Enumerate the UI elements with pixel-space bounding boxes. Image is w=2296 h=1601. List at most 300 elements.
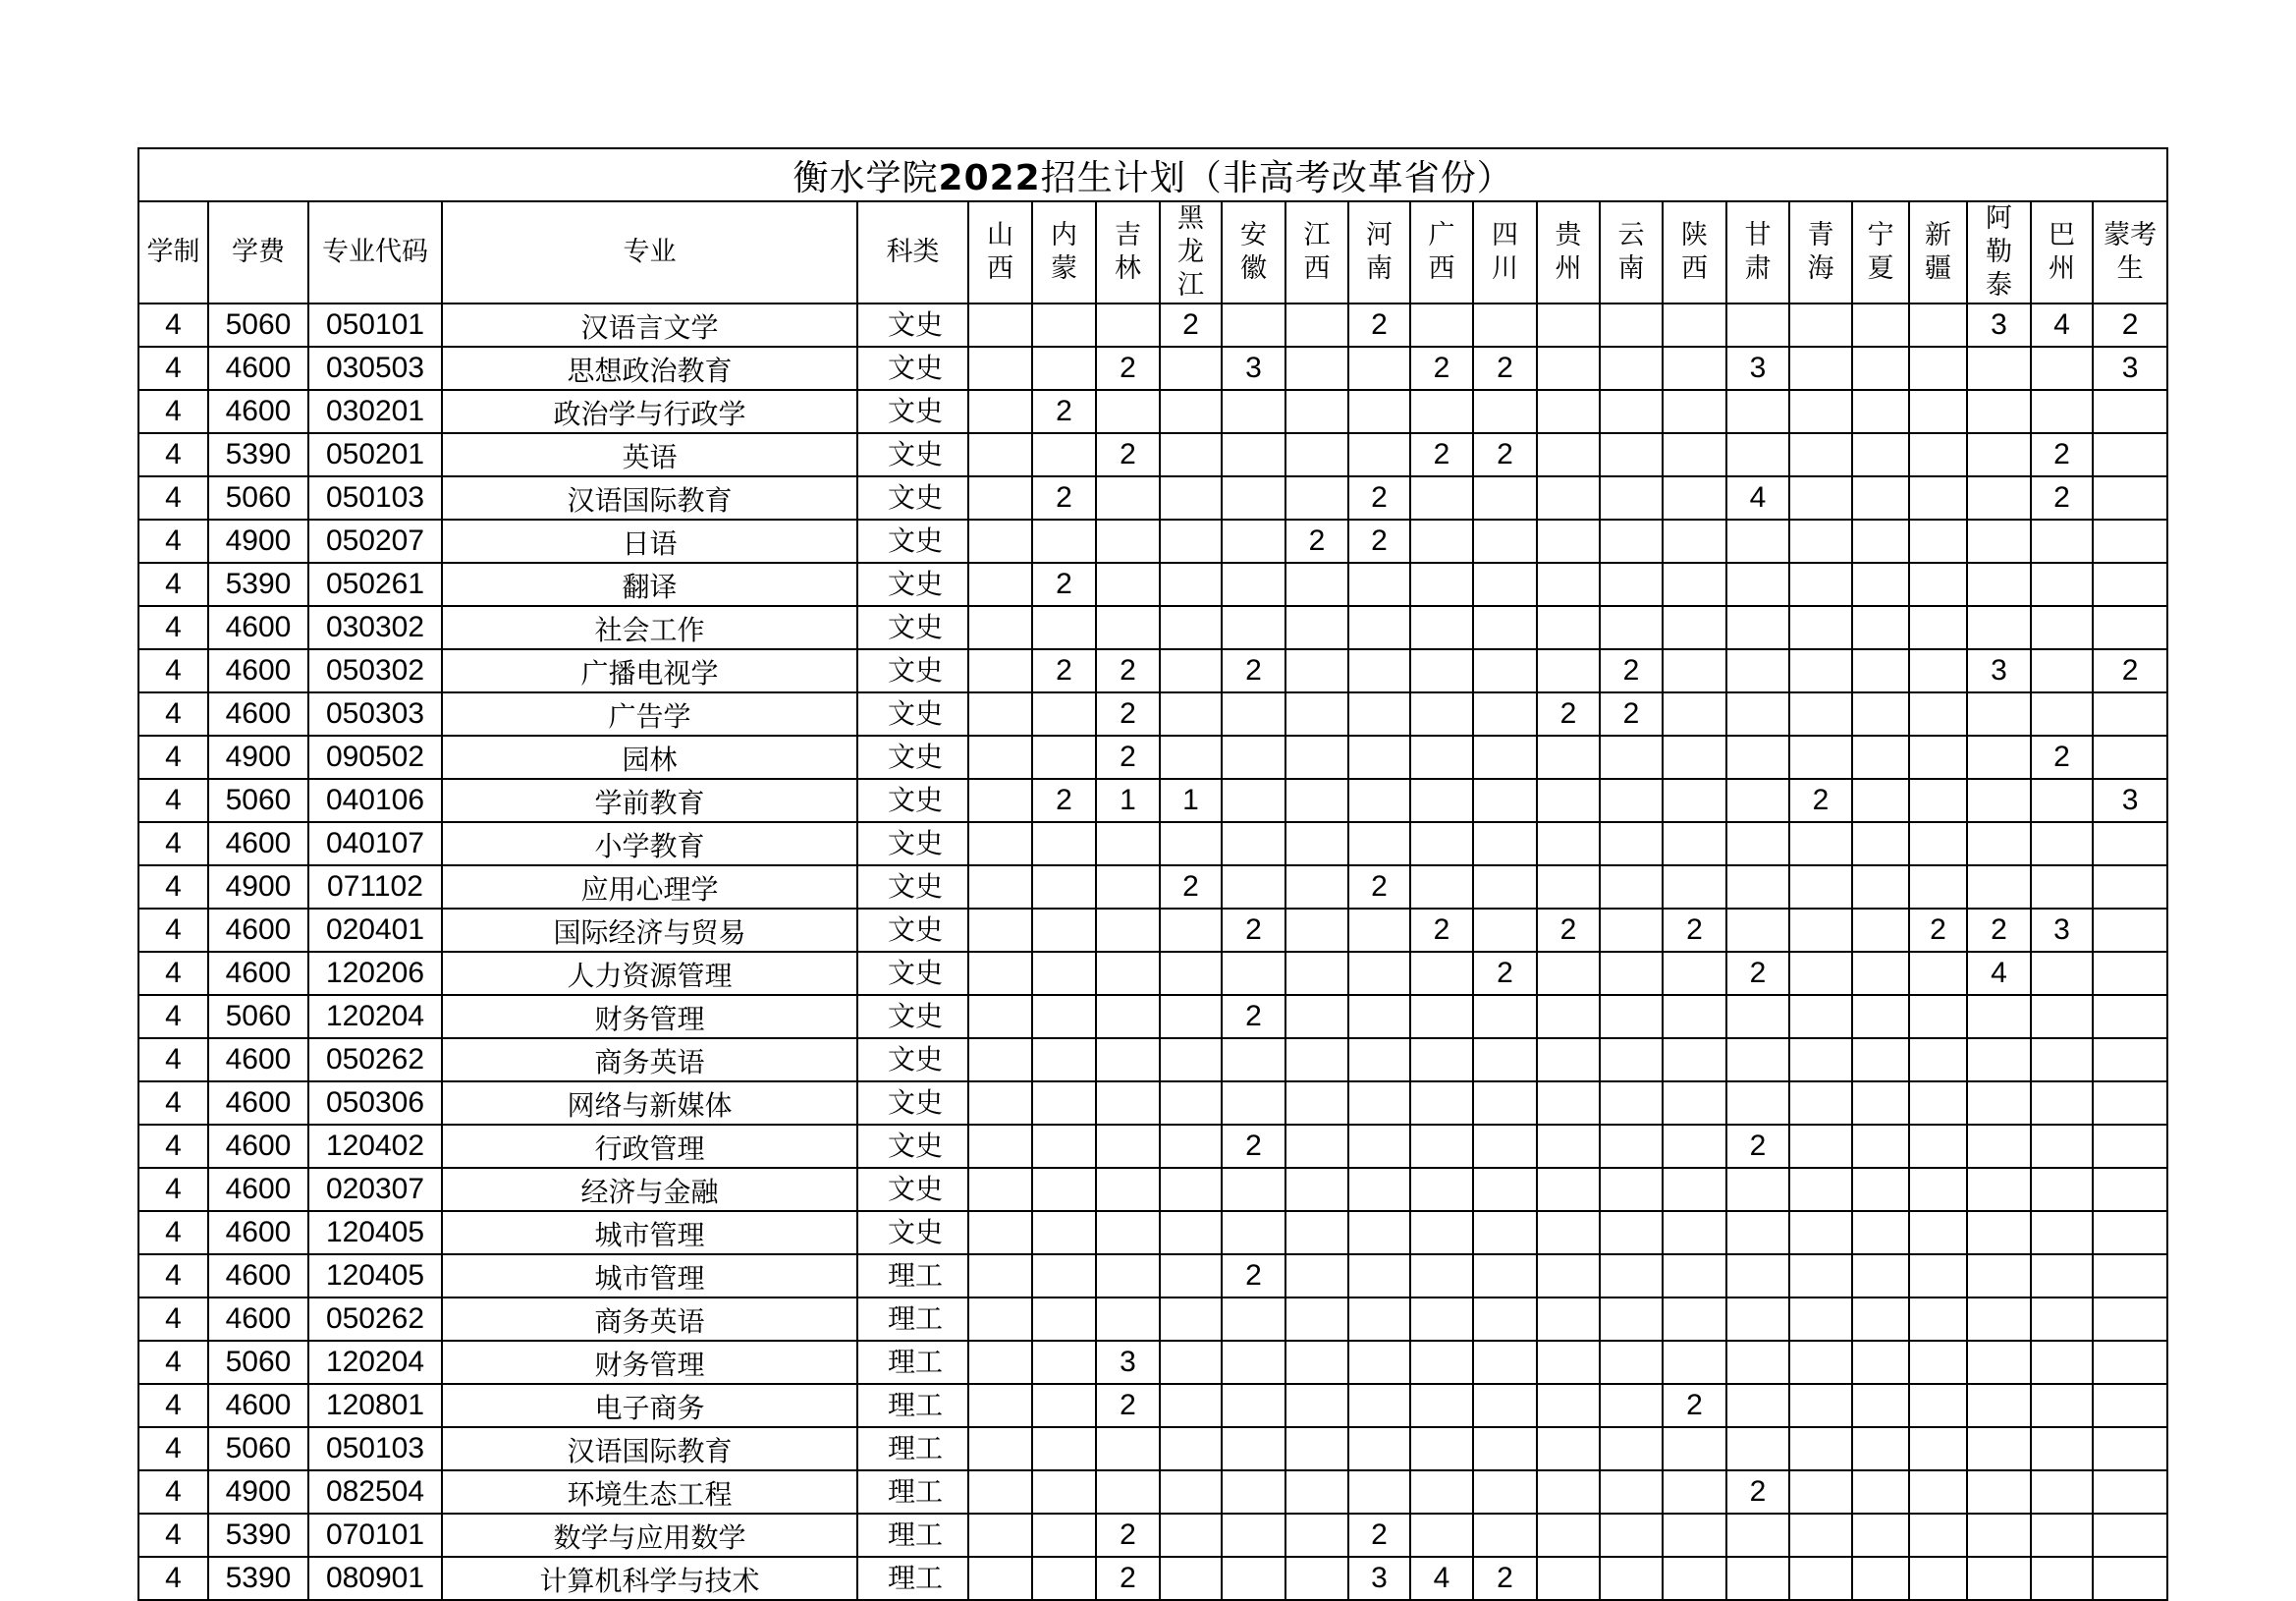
quota-cell	[1909, 865, 1967, 909]
quota-cell	[1967, 476, 2031, 520]
quota-cell	[1096, 476, 1160, 520]
quota-cell	[1096, 1470, 1160, 1514]
tuition-cell: 4600	[208, 606, 308, 649]
quota-cell	[1537, 1254, 1600, 1297]
quota-cell	[1852, 390, 1909, 433]
quota-cell	[1410, 779, 1473, 822]
quota-cell	[1726, 995, 1789, 1038]
quota-cell: 2	[1726, 952, 1789, 995]
quota-cell	[1032, 1168, 1096, 1211]
quota-cell	[1726, 1081, 1789, 1125]
quota-cell	[1160, 1470, 1222, 1514]
quota-cell	[1032, 736, 1096, 779]
code-cell: 050261	[308, 563, 442, 606]
tuition-cell: 4600	[208, 1081, 308, 1125]
quota-cell: 2	[1348, 1514, 1410, 1557]
quota-cell	[1410, 865, 1473, 909]
quota-cell	[968, 822, 1032, 865]
quota-cell	[1967, 1514, 2031, 1557]
quota-cell	[1285, 1211, 1348, 1254]
quota-cell	[1600, 304, 1663, 347]
code-cell: 050303	[308, 692, 442, 736]
major-cell: 社会工作	[442, 606, 857, 649]
quota-cell	[1222, 1557, 1285, 1600]
quota-cell: 2	[1222, 995, 1285, 1038]
quota-cell	[1909, 476, 1967, 520]
quota-cell	[2093, 952, 2167, 995]
quota-cell	[1285, 606, 1348, 649]
quota-cell	[1909, 1297, 1967, 1341]
quota-cell: 2	[1726, 1125, 1789, 1168]
quota-cell	[1160, 909, 1222, 952]
quota-cell	[1096, 1254, 1160, 1297]
quota-cell: 2	[1096, 1514, 1160, 1557]
quota-cell	[1410, 1470, 1473, 1514]
quota-cell	[1852, 563, 1909, 606]
quota-cell	[2093, 390, 2167, 433]
header-province	[1285, 201, 1348, 304]
quota-cell	[1600, 1341, 1663, 1384]
quota-cell	[1600, 390, 1663, 433]
quota-cell	[1726, 1341, 1789, 1384]
quota-cell	[1160, 520, 1222, 563]
tuition-cell: 4600	[208, 692, 308, 736]
quota-cell	[1537, 822, 1600, 865]
quota-cell	[1537, 1514, 1600, 1557]
table-row	[138, 909, 2167, 952]
quota-cell	[1909, 390, 1967, 433]
quota-cell	[1473, 1427, 1537, 1470]
quota-cell	[1348, 347, 1410, 390]
quota-cell	[1285, 563, 1348, 606]
quota-cell	[1473, 390, 1537, 433]
quota-cell	[1032, 1384, 1096, 1427]
quota-cell	[1473, 606, 1537, 649]
quota-cell	[1410, 1081, 1473, 1125]
header-province-char: 肃	[1744, 253, 1772, 284]
quota-cell: 2	[1160, 304, 1222, 347]
tuition-cell: 5060	[208, 476, 308, 520]
quota-cell	[2031, 563, 2093, 606]
quota-cell	[1663, 390, 1726, 433]
category-cell: 文史	[857, 909, 968, 952]
quota-cell	[2031, 347, 2093, 390]
table-row	[138, 1254, 2167, 1297]
quota-cell: 2	[1096, 736, 1160, 779]
quota-cell	[1285, 649, 1348, 692]
quota-cell	[1096, 1297, 1160, 1341]
quota-cell	[1410, 606, 1473, 649]
table-row	[138, 1211, 2167, 1254]
quota-cell	[1909, 1384, 1967, 1427]
header-province-char: 西	[1428, 253, 1455, 284]
quota-cell	[1032, 520, 1096, 563]
quota-cell	[1473, 909, 1537, 952]
quota-cell: 2	[1096, 347, 1160, 390]
header-province	[1410, 201, 1473, 304]
quota-cell: 2	[1537, 909, 1600, 952]
quota-cell	[1473, 779, 1537, 822]
code-cell: 050103	[308, 1427, 442, 1470]
table-row	[138, 304, 2167, 347]
quota-cell	[1160, 1125, 1222, 1168]
header-province-char: 甘	[1744, 220, 1772, 250]
quota-cell	[2093, 1384, 2167, 1427]
quota-cell	[1852, 909, 1909, 952]
quota-cell	[1789, 433, 1852, 476]
quota-cell	[1600, 1514, 1663, 1557]
table-row	[138, 1427, 2167, 1470]
quota-cell	[1909, 736, 1967, 779]
tuition-cell: 4900	[208, 736, 308, 779]
code-cell: 120402	[308, 1125, 442, 1168]
major-cell: 商务英语	[442, 1297, 857, 1341]
header-province-char: 西	[1303, 253, 1331, 284]
quota-cell: 2	[1096, 649, 1160, 692]
quota-cell	[1726, 520, 1789, 563]
quota-cell	[1600, 909, 1663, 952]
quota-cell	[1410, 1384, 1473, 1427]
duration-cell: 4	[138, 1427, 208, 1470]
header-province-char: 青	[1807, 220, 1834, 250]
quota-cell	[1852, 865, 1909, 909]
table-row	[138, 1038, 2167, 1081]
quota-cell	[1663, 606, 1726, 649]
code-cell: 050302	[308, 649, 442, 692]
quota-cell	[1537, 649, 1600, 692]
quota-cell	[1285, 692, 1348, 736]
quota-cell	[1600, 952, 1663, 995]
quota-cell	[1096, 1211, 1160, 1254]
quota-cell	[1160, 692, 1222, 736]
duration-cell: 4	[138, 1384, 208, 1427]
quota-cell	[1032, 952, 1096, 995]
quota-cell	[968, 1211, 1032, 1254]
quota-cell: 2	[1789, 779, 1852, 822]
quota-cell	[1410, 476, 1473, 520]
header-tuition: 学费	[208, 201, 308, 304]
quota-cell	[1410, 1168, 1473, 1211]
quota-cell	[1726, 1514, 1789, 1557]
quota-cell	[1909, 1341, 1967, 1384]
duration-cell: 4	[138, 995, 208, 1038]
quota-cell	[1663, 649, 1726, 692]
major-cell: 网络与新媒体	[442, 1081, 857, 1125]
duration-cell: 4	[138, 1168, 208, 1211]
quota-cell	[1909, 1470, 1967, 1514]
tuition-cell: 4600	[208, 1211, 308, 1254]
major-cell: 电子商务	[442, 1384, 857, 1427]
quota-cell	[1410, 736, 1473, 779]
quota-cell	[1909, 1514, 1967, 1557]
header-province-char: 西	[987, 253, 1013, 284]
quota-cell: 2	[1096, 1557, 1160, 1600]
quota-cell	[1410, 1341, 1473, 1384]
quota-cell: 2	[1032, 563, 1096, 606]
quota-cell	[2093, 692, 2167, 736]
quota-cell	[1967, 606, 2031, 649]
category-cell: 理工	[857, 1254, 968, 1297]
quota-cell	[1726, 1254, 1789, 1297]
quota-cell	[1348, 1254, 1410, 1297]
quota-cell	[1473, 1211, 1537, 1254]
quota-cell	[1789, 476, 1852, 520]
quota-cell	[1663, 1254, 1726, 1297]
header-province-char: 河	[1366, 220, 1393, 250]
tuition-cell: 4600	[208, 347, 308, 390]
quota-cell	[1222, 476, 1285, 520]
major-cell: 英语	[442, 433, 857, 476]
header-province-char: 夏	[1867, 253, 1894, 284]
duration-cell: 4	[138, 865, 208, 909]
quota-cell	[1096, 1427, 1160, 1470]
quota-cell	[1909, 347, 1967, 390]
quota-cell	[1909, 995, 1967, 1038]
quota-cell	[1967, 1341, 2031, 1384]
header-province-char: 蒙	[1051, 253, 1077, 284]
quota-cell	[1096, 1038, 1160, 1081]
quota-cell	[1726, 909, 1789, 952]
quota-cell	[1600, 476, 1663, 520]
duration-cell: 4	[138, 692, 208, 736]
quota-cell	[1473, 1514, 1537, 1557]
quota-cell	[2093, 433, 2167, 476]
quota-cell	[1852, 649, 1909, 692]
code-cell: 050262	[308, 1038, 442, 1081]
quota-cell	[1967, 520, 2031, 563]
quota-cell	[1285, 1470, 1348, 1514]
quota-cell: 2	[1663, 909, 1726, 952]
duration-cell: 4	[138, 1125, 208, 1168]
quota-cell	[1726, 433, 1789, 476]
quota-cell	[1222, 865, 1285, 909]
quota-cell	[1852, 1341, 1909, 1384]
enrollment-plan-table	[137, 147, 2168, 1601]
quota-cell	[1473, 1081, 1537, 1125]
quota-cell	[1032, 347, 1096, 390]
quota-cell	[2031, 1081, 2093, 1125]
quota-cell	[1967, 779, 2031, 822]
table-row	[138, 1470, 2167, 1514]
quota-cell	[1348, 1168, 1410, 1211]
quota-cell	[1410, 649, 1473, 692]
quota-cell	[968, 779, 1032, 822]
tuition-cell: 5060	[208, 1341, 308, 1384]
quota-cell	[1160, 822, 1222, 865]
header-duration: 学制	[138, 201, 208, 304]
quota-cell	[1537, 433, 1600, 476]
quota-cell	[1663, 1168, 1726, 1211]
quota-cell	[1909, 1168, 1967, 1211]
category-cell: 文史	[857, 563, 968, 606]
quota-cell	[1537, 1557, 1600, 1600]
quota-cell	[968, 1038, 1032, 1081]
quota-cell	[2093, 995, 2167, 1038]
code-cell: 050103	[308, 476, 442, 520]
quota-cell	[1348, 736, 1410, 779]
quota-cell	[1348, 563, 1410, 606]
table-row	[138, 1168, 2167, 1211]
quota-cell	[1222, 390, 1285, 433]
duration-cell: 4	[138, 1297, 208, 1341]
quota-cell	[1160, 433, 1222, 476]
quota-cell	[1285, 390, 1348, 433]
quota-cell	[968, 952, 1032, 995]
quota-cell	[1909, 520, 1967, 563]
quota-cell	[2093, 1557, 2167, 1600]
quota-cell	[1348, 433, 1410, 476]
header-province-char: 阿	[1986, 203, 2012, 234]
quota-cell	[1160, 347, 1222, 390]
quota-cell	[1789, 822, 1852, 865]
quota-cell	[1160, 1427, 1222, 1470]
quota-cell	[2031, 1254, 2093, 1297]
quota-cell	[1852, 1557, 1909, 1600]
table-row	[138, 476, 2167, 520]
major-cell: 财务管理	[442, 995, 857, 1038]
quota-cell	[1789, 1470, 1852, 1514]
header-province	[1663, 201, 1726, 304]
quota-cell	[2093, 1038, 2167, 1081]
quota-cell	[1852, 952, 1909, 995]
quota-cell	[1852, 692, 1909, 736]
quota-cell	[1789, 1297, 1852, 1341]
quota-cell	[1537, 476, 1600, 520]
tuition-cell: 4600	[208, 390, 308, 433]
quota-cell	[968, 865, 1032, 909]
code-cell: 080901	[308, 1557, 442, 1600]
quota-cell	[1967, 1254, 2031, 1297]
quota-cell	[2031, 1297, 2093, 1341]
quota-cell	[1537, 865, 1600, 909]
table-row	[138, 822, 2167, 865]
quota-cell	[1222, 304, 1285, 347]
quota-cell	[1348, 995, 1410, 1038]
header-province	[968, 201, 1032, 304]
quota-cell	[1789, 1427, 1852, 1470]
quota-cell	[1663, 1470, 1726, 1514]
quota-cell	[1537, 520, 1600, 563]
quota-cell	[1285, 1081, 1348, 1125]
quota-cell	[1348, 1470, 1410, 1514]
quota-cell	[2093, 1081, 2167, 1125]
quota-cell	[1222, 1081, 1285, 1125]
quota-cell	[1967, 1125, 2031, 1168]
quota-cell	[1909, 649, 1967, 692]
header-province-char: 四	[1492, 220, 1518, 250]
tuition-cell: 4600	[208, 649, 308, 692]
header-province-char: 山	[987, 220, 1013, 250]
quota-cell	[1909, 433, 1967, 476]
header-province-char: 龙	[1177, 237, 1204, 267]
duration-cell: 4	[138, 736, 208, 779]
quota-cell: 2	[1222, 1254, 1285, 1297]
quota-cell	[1096, 909, 1160, 952]
quota-cell	[1032, 433, 1096, 476]
quota-cell	[1789, 995, 1852, 1038]
duration-cell: 4	[138, 1254, 208, 1297]
quota-cell	[1348, 909, 1410, 952]
quota-cell	[1032, 1297, 1096, 1341]
duration-cell: 4	[138, 952, 208, 995]
quota-cell	[1967, 347, 2031, 390]
category-cell: 理工	[857, 1341, 968, 1384]
quota-cell	[1663, 995, 1726, 1038]
quota-cell	[1473, 692, 1537, 736]
quota-cell	[1032, 1211, 1096, 1254]
quota-cell	[1222, 563, 1285, 606]
code-cell: 030201	[308, 390, 442, 433]
quota-cell	[1537, 390, 1600, 433]
header-province	[1600, 201, 1663, 304]
quota-cell: 2	[1473, 1557, 1537, 1600]
quota-cell	[1032, 1514, 1096, 1557]
quota-cell	[1160, 563, 1222, 606]
tuition-cell: 4900	[208, 1470, 308, 1514]
quota-cell	[1032, 865, 1096, 909]
quota-cell	[1160, 1341, 1222, 1384]
quota-cell	[1096, 1125, 1160, 1168]
tuition-cell: 5060	[208, 1427, 308, 1470]
major-cell: 数学与应用数学	[442, 1514, 857, 1557]
quota-cell	[968, 909, 1032, 952]
major-cell: 园林	[442, 736, 857, 779]
tuition-cell: 5390	[208, 433, 308, 476]
quota-cell	[1663, 1125, 1726, 1168]
duration-cell: 4	[138, 779, 208, 822]
quota-cell	[1222, 1470, 1285, 1514]
quota-cell: 2	[1909, 909, 1967, 952]
duration-cell: 4	[138, 433, 208, 476]
quota-cell	[968, 606, 1032, 649]
quota-cell	[1600, 1557, 1663, 1600]
quota-cell	[1285, 347, 1348, 390]
category-cell: 文史	[857, 433, 968, 476]
quota-cell	[2093, 1341, 2167, 1384]
quota-cell	[1285, 909, 1348, 952]
quota-cell	[1032, 1470, 1096, 1514]
quota-cell	[1160, 1211, 1222, 1254]
quota-cell	[1600, 736, 1663, 779]
quota-cell	[1600, 1470, 1663, 1514]
quota-cell: 2	[2031, 433, 2093, 476]
quota-cell	[1410, 1254, 1473, 1297]
quota-cell	[1726, 779, 1789, 822]
quota-cell	[1160, 736, 1222, 779]
table-row	[138, 779, 2167, 822]
quota-cell	[1852, 995, 1909, 1038]
quota-cell	[1285, 1254, 1348, 1297]
quota-cell: 4	[2031, 304, 2093, 347]
tuition-cell: 4600	[208, 1297, 308, 1341]
quota-cell	[1600, 779, 1663, 822]
quota-cell	[1852, 1427, 1909, 1470]
quota-cell: 2	[1032, 390, 1096, 433]
quota-cell	[1410, 1125, 1473, 1168]
quota-cell: 4	[1410, 1557, 1473, 1600]
quota-cell	[1852, 347, 1909, 390]
quota-cell	[1600, 1297, 1663, 1341]
quota-cell	[1789, 1341, 1852, 1384]
quota-cell	[968, 1514, 1032, 1557]
quota-cell	[1852, 433, 1909, 476]
quota-cell	[1160, 606, 1222, 649]
major-cell: 计算机科学与技术	[442, 1557, 857, 1600]
quota-cell	[1789, 692, 1852, 736]
tuition-cell: 4600	[208, 1125, 308, 1168]
code-cell: 082504	[308, 1470, 442, 1514]
quota-cell	[1222, 1168, 1285, 1211]
